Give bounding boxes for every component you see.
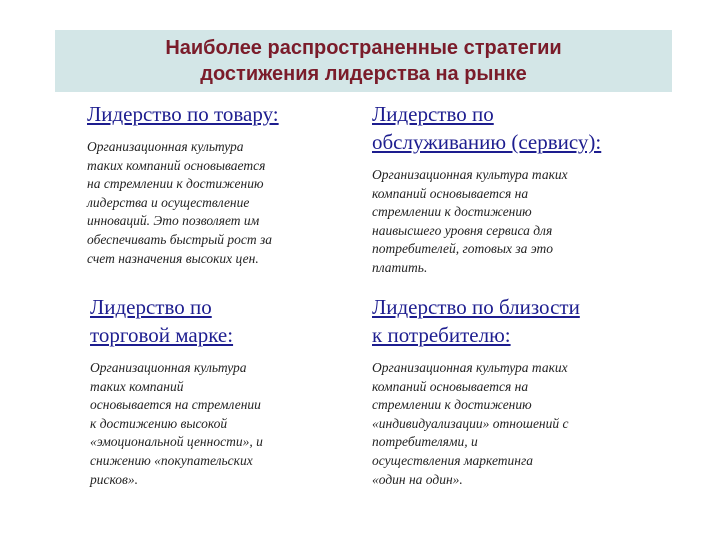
- strategy-description: Организационная культура таких компаний основывается на стремлении к достижению «индивидуализации» отношений с потребителями, и осуществления маркетинга «один на один».: [372, 360, 569, 487]
- strategy-brand-leadership: [90, 293, 350, 489]
- strategy-heading-line: торговой марке:: [90, 323, 234, 347]
- strategy-heading-line: Лидерство по близости: [372, 295, 580, 319]
- strategy-service-leadership: [372, 100, 672, 278]
- strategy-heading-line: к потребителю:: [372, 323, 511, 347]
- slide-title-line-1: Наиболее распространенные стратегии: [165, 37, 562, 59]
- strategy-heading-line: Лидерство по: [372, 102, 494, 126]
- strategy-description: Организационная культура таких компаний основывается на стремлении к достижению наивысшего уровня сервиса для потребителей, готовых за это платить.: [372, 167, 568, 275]
- strategy-heading-line: Лидерство по товару:: [87, 102, 279, 126]
- slide-title-line-2: достижения лидерства на рынке: [200, 63, 527, 85]
- strategy-description: Организационная культура таких компаний основывается на стремлении к достижению высокой «эмоциональной ценности», и снижению «покупательских рисков».: [90, 360, 263, 487]
- strategy-product-leadership: [87, 100, 347, 268]
- slide-title-banner: [55, 30, 672, 92]
- strategy-heading-line: Лидерство по: [90, 295, 212, 319]
- strategy-customer-intimacy-leadership: [372, 293, 672, 489]
- strategy-description: Организационная культура таких компаний основывается на стремлении к достижению лидерства и осуществление инноваций. Это позволяет им обеспечивать быстрый рост за счет назначения высоких цен.: [87, 139, 273, 266]
- strategy-heading-line: обслуживанию (сервису):: [372, 130, 602, 154]
